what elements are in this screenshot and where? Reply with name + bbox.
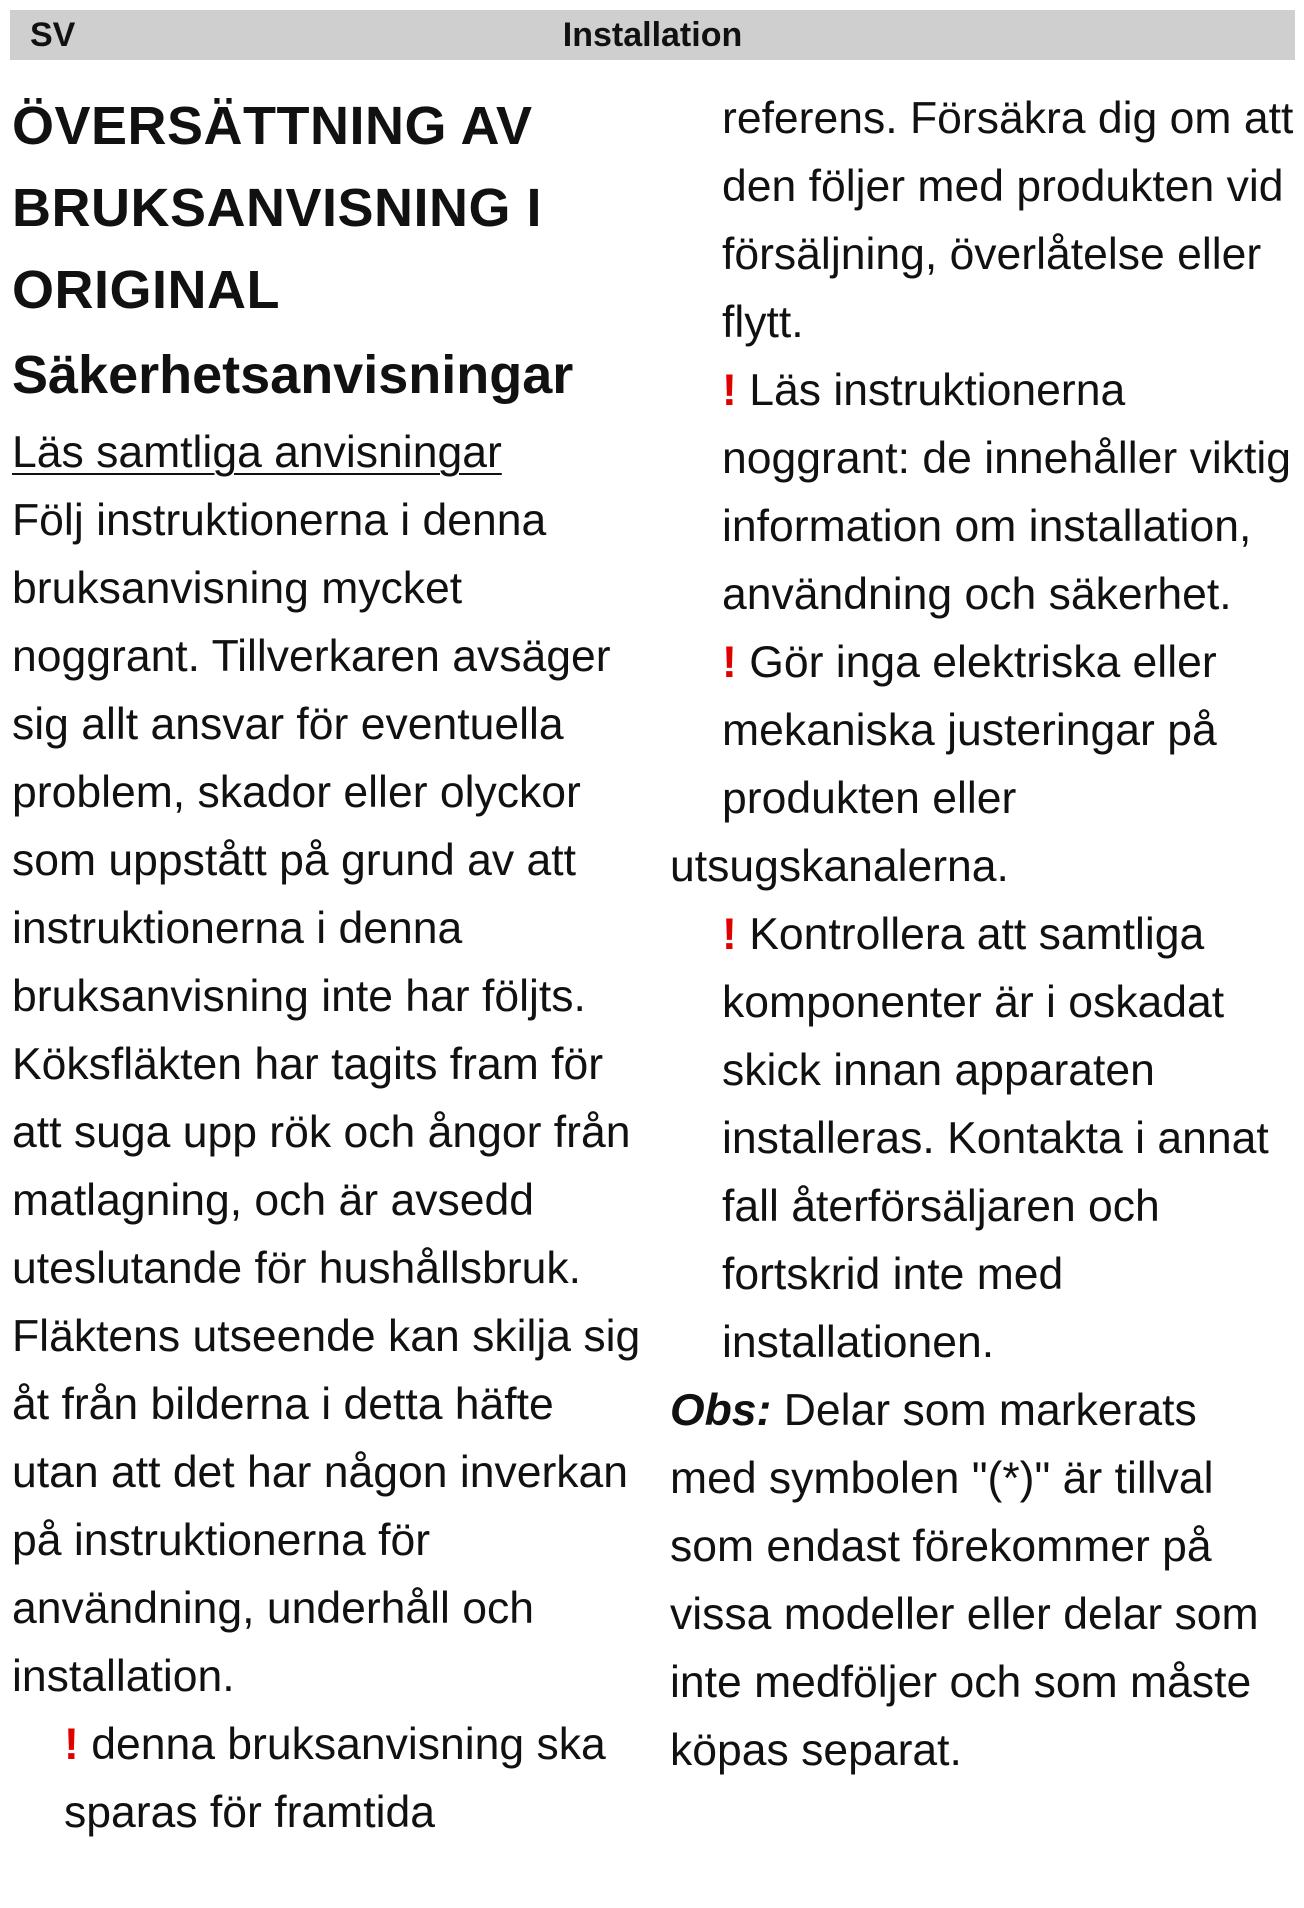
document-title: ÖVERSÄTTNING AV BRUKSANVISNING I ORIGINAL [12,96,543,320]
intro-paragraph: Följ instruktionerna i denna bruksanvisning mycket noggrant. Tillverkaren avsäger sig allt ansvar för eventuella problem, skador eller olyckor som uppstått på grund av att instruktionerna i denna bruksanvisning inte har följts. Köksfläkten har tagits fram för att suga upp rök och ångor från matlagning, och är avsedd uteslutande för hushållsbruk. Fläktens utseende kan skilja sig åt från bilderna i detta häfte utan att det har någon inverkan på instruktionerna för användning, underhåll och installation. [12,496,641,1701]
warning-3-end: utsugskanalerna. [670,842,1009,891]
language-code: SV [30,16,76,54]
warning-4: ! Kontrollera att samtliga komponenter är i oskadat skick innan apparaten installeras. Kontakta i annat fall återförsäljaren och fortskrid inte med installationen. [722,910,1269,1367]
warning-icon: ! [64,1720,79,1769]
warning-2: ! Läs instruktionerna noggrant: de innehåller viktig information om installation, användning och säkerhet. [722,366,1291,619]
warning-icon: ! [722,638,737,687]
right-column [670,85,1295,1785]
read-all-instructions: Läs samtliga anvisningar [12,428,502,477]
warning-3: ! Gör inga elektriska eller mekaniska justeringar på produkten eller [722,638,1217,823]
obs-label: Obs: [670,1386,772,1435]
warning-1-start: ! denna bruksanvisning ska sparas för framtida [64,1720,606,1837]
page-header [10,10,1295,60]
obs-note: Obs: Delar som markerats med symbolen "(*)" är tillval som endast förekommer på vissa modeller eller delar som inte medföljer och som måste köpas separat. [670,1386,1259,1775]
safety-heading: Säkerhetsanvisningar [12,345,574,405]
section-title: Installation [562,16,743,54]
warning-1-end: referens. Försäkra dig om att den följer med produkten vid försäljning, överlåtelse eller flytt. [722,94,1294,347]
warning-icon: ! [722,366,737,415]
warning-icon: ! [722,910,737,959]
left-column [12,85,642,1847]
